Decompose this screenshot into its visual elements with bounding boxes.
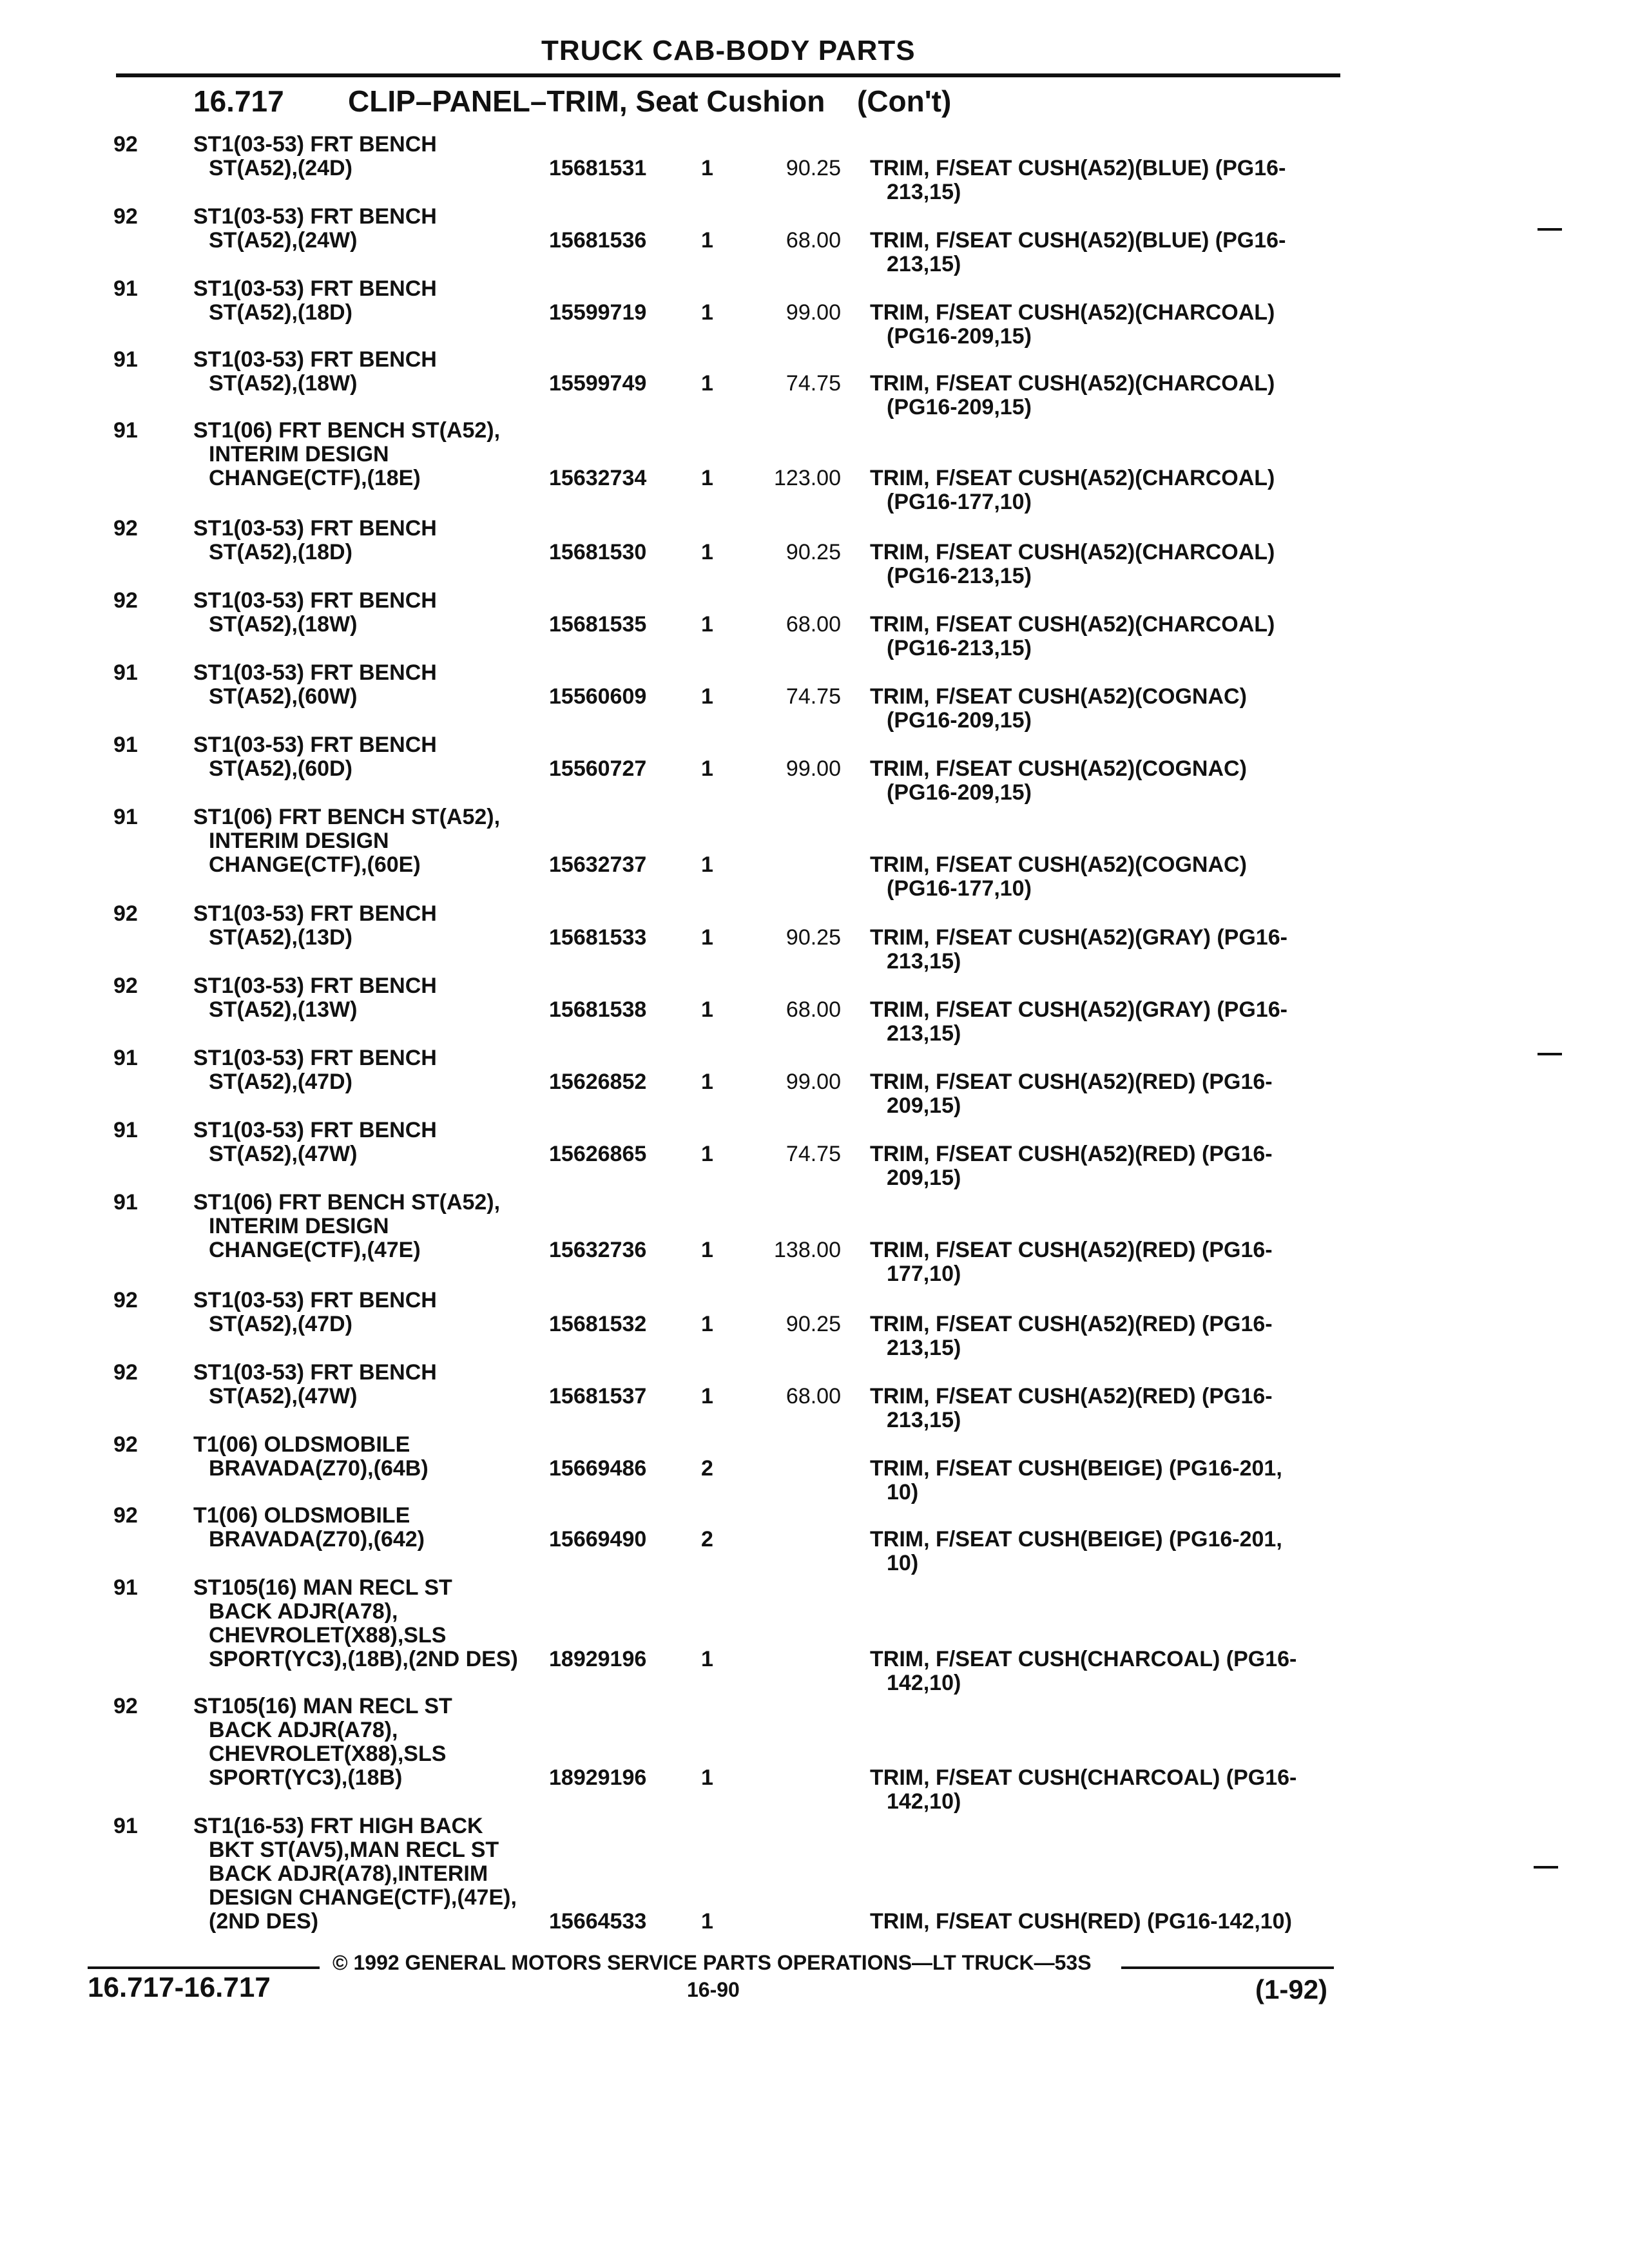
row-quantity: 1	[701, 1909, 713, 1934]
row-remark	[870, 1766, 1296, 1814]
row-code: 92	[113, 1503, 138, 1528]
row-price: 68.00	[786, 1384, 841, 1408]
remark-line: TRIM, F/SEAT CUSH(A52)(RED) (PG16-	[870, 1312, 1273, 1336]
remark-line: (PG16-209,15)	[887, 708, 1032, 733]
description-line: CHANGE(CTF),(47E)	[209, 1238, 421, 1262]
remark-line: (PG16-209,15)	[887, 395, 1032, 419]
row-price: 74.75	[786, 371, 841, 396]
remark-line: TRIM, F/SEAT CUSH(A52)(RED) (PG16-	[870, 1384, 1273, 1408]
description-line: ST(A52),(18W)	[209, 612, 358, 637]
description-line: ST1(03-53) FRT BENCH	[193, 516, 437, 541]
row-description	[193, 517, 437, 564]
row-remark	[870, 1648, 1296, 1695]
description-line: ST1(03-53) FRT BENCH	[193, 1046, 437, 1070]
row-description	[193, 974, 437, 1022]
remark-line: 142,10)	[887, 1671, 961, 1695]
row-remark	[870, 1910, 1292, 1934]
row-quantity: 1	[701, 371, 713, 396]
footer-copyright: © 1992 GENERAL MOTORS SERVICE PARTS OPERATIONS—LT TRUCK—53S	[333, 1951, 1092, 1974]
row-remark	[870, 1457, 1282, 1504]
remark-line: 209,15)	[887, 1093, 961, 1118]
row-price: 99.00	[786, 756, 841, 781]
remark-line: TRIM, F/SEAT CUSH(A52)(RED) (PG16-	[870, 1142, 1273, 1166]
description-line: ST105(16) MAN RECL ST	[193, 1575, 452, 1600]
margin-change-mark	[1537, 1053, 1562, 1055]
description-line: T1(06) OLDSMOBILE	[193, 1432, 410, 1457]
row-code: 92	[113, 132, 138, 157]
row-price: 68.00	[786, 997, 841, 1022]
row-price: 138.00	[774, 1238, 841, 1262]
row-price: 68.00	[786, 228, 841, 253]
row-part-number: 15632737	[549, 852, 647, 877]
row-remark	[870, 998, 1287, 1046]
description-line: ST1(06) FRT BENCH ST(A52),	[193, 1190, 501, 1215]
remark-line: TRIM, F/SEAT CUSH(A52)(CHARCOAL)	[870, 300, 1275, 325]
section-continued: (Con't)	[857, 84, 952, 118]
row-part-number: 18929196	[549, 1647, 647, 1671]
description-line: DESIGN CHANGE(CTF),(47E),	[209, 1885, 517, 1910]
row-part-number: 15681530	[549, 540, 647, 564]
row-quantity: 1	[701, 852, 713, 877]
row-description	[193, 348, 437, 396]
footer-rule-left	[88, 1966, 320, 1969]
description-line: CHANGE(CTF),(18E)	[209, 466, 421, 490]
description-line: ST1(16-53) FRT HIGH BACK	[193, 1814, 483, 1838]
remark-line: (PG16-177,10)	[887, 876, 1032, 901]
remark-line: 10)	[887, 1480, 919, 1504]
row-part-number: 15681535	[549, 612, 647, 637]
row-remark	[870, 1142, 1273, 1190]
description-line: ST105(16) MAN RECL ST	[193, 1694, 452, 1718]
row-code: 91	[113, 1190, 138, 1215]
row-part-number: 15626865	[549, 1142, 647, 1166]
row-quantity: 2	[701, 1527, 713, 1552]
remark-line: TRIM, F/SEAT CUSH(A52)(COGNAC)	[870, 756, 1247, 781]
row-code: 92	[113, 1432, 138, 1457]
row-code: 92	[113, 516, 138, 541]
row-description	[193, 589, 437, 637]
row-part-number: 15681532	[549, 1312, 647, 1336]
remark-line: 142,10)	[887, 1789, 961, 1814]
row-part-number: 15626852	[549, 1070, 647, 1094]
row-quantity: 1	[701, 1384, 713, 1408]
row-quantity: 1	[701, 1647, 713, 1671]
description-line: ST(A52),(13W)	[209, 997, 358, 1022]
row-code: 91	[113, 418, 138, 443]
description-line: ST1(03-53) FRT BENCH	[193, 204, 437, 229]
row-price: 90.25	[786, 156, 841, 180]
row-remark	[870, 926, 1287, 974]
description-line: INTERIM DESIGN	[209, 442, 389, 466]
row-quantity: 1	[701, 612, 713, 637]
row-description	[193, 1289, 437, 1336]
row-code: 91	[113, 1575, 138, 1600]
row-part-number: 15681538	[549, 997, 647, 1022]
row-quantity: 1	[701, 1238, 713, 1262]
row-remark	[870, 757, 1247, 805]
remark-line: TRIM, F/SEAT CUSH(A52)(RED) (PG16-	[870, 1070, 1273, 1094]
row-code: 91	[113, 347, 138, 372]
row-part-number: 15681531	[549, 156, 647, 180]
description-line: BRAVADA(Z70),(642)	[209, 1527, 425, 1552]
description-line: ST(A52),(24D)	[209, 156, 352, 180]
description-line: ST1(03-53) FRT BENCH	[193, 733, 437, 757]
row-price: 99.00	[786, 1070, 841, 1094]
row-code: 91	[113, 733, 138, 757]
remark-line: TRIM, F/SEAT CUSH(A52)(BLUE) (PG16-	[870, 228, 1286, 253]
row-price: 68.00	[786, 612, 841, 637]
description-line: CHEVROLET(X88),SLS	[209, 1742, 447, 1766]
description-line: CHANGE(CTF),(60E)	[209, 852, 421, 877]
row-remark	[870, 372, 1275, 419]
row-part-number: 15669490	[549, 1527, 647, 1552]
remark-line: TRIM, F/SEAT CUSH(A52)(GRAY) (PG16-	[870, 925, 1287, 950]
description-line: ST(A52),(18W)	[209, 371, 358, 396]
row-part-number: 15599749	[549, 371, 647, 396]
row-part-number: 15669486	[549, 1456, 647, 1481]
section-name: CLIP–PANEL–TRIM, Seat Cushion	[348, 84, 825, 118]
row-part-number: 15681537	[549, 1384, 647, 1408]
remark-line: (PG16-213,15)	[887, 636, 1032, 660]
row-remark	[870, 685, 1247, 733]
row-remark	[870, 229, 1286, 276]
row-quantity: 1	[701, 466, 713, 490]
description-line: SPORT(YC3),(18B),(2ND DES)	[209, 1647, 518, 1671]
description-line: ST(A52),(13D)	[209, 925, 352, 950]
description-line: INTERIM DESIGN	[209, 1214, 389, 1238]
description-line: ST1(06) FRT BENCH ST(A52),	[193, 418, 501, 443]
row-description	[193, 1504, 425, 1552]
row-code: 92	[113, 1360, 138, 1385]
row-code: 92	[113, 204, 138, 229]
row-quantity: 1	[701, 684, 713, 709]
row-remark	[870, 1070, 1273, 1118]
row-code: 92	[113, 901, 138, 926]
footer-rule-right	[1121, 1966, 1334, 1969]
row-description	[193, 1695, 452, 1790]
description-line: ST(A52),(47D)	[209, 1070, 352, 1094]
section-number: 16.717	[193, 84, 284, 118]
remark-line: 209,15)	[887, 1166, 961, 1190]
row-description	[193, 1191, 500, 1262]
row-code: 92	[113, 974, 138, 998]
row-part-number: 15681536	[549, 228, 647, 253]
description-line: ST(A52),(47W)	[209, 1384, 358, 1408]
description-line: ST1(06) FRT BENCH ST(A52),	[193, 805, 501, 829]
remark-line: 213,15)	[887, 1021, 961, 1046]
description-line: BACK ADJR(A78),	[209, 1599, 398, 1624]
description-line: INTERIM DESIGN	[209, 829, 389, 853]
row-description	[193, 1046, 437, 1094]
remark-line: TRIM, F/SEAT CUSH(A52)(COGNAC)	[870, 852, 1247, 877]
remark-line: (PG16-209,15)	[887, 324, 1032, 349]
row-quantity: 1	[701, 756, 713, 781]
remark-line: TRIM, F/SEAT CUSH(A52)(RED) (PG16-	[870, 1238, 1273, 1262]
row-remark	[870, 613, 1275, 660]
row-description	[193, 133, 437, 180]
description-line: BKT ST(AV5),MAN RECL ST	[209, 1838, 499, 1862]
row-price: 99.00	[786, 300, 841, 325]
remark-line: TRIM, F/SEAT CUSH(A52)(BLUE) (PG16-	[870, 156, 1286, 180]
row-part-number: 18929196	[549, 1765, 647, 1790]
remark-line: TRIM, F/SEAT CUSH(CHARCOAL) (PG16-	[870, 1765, 1297, 1790]
row-price: 123.00	[774, 466, 841, 490]
row-description	[193, 902, 437, 950]
remark-line: TRIM, F/SEAT CUSH(BEIGE) (PG16-201,	[870, 1527, 1282, 1552]
row-quantity: 2	[701, 1456, 713, 1481]
row-code: 92	[113, 588, 138, 613]
row-price: 90.25	[786, 1312, 841, 1336]
remark-line: TRIM, F/SEAT CUSH(RED) (PG16-142,10)	[870, 1909, 1292, 1934]
remark-line: TRIM, F/SEAT CUSH(BEIGE) (PG16-201,	[870, 1456, 1282, 1481]
page-header-title: TRUCK CAB-BODY PARTS	[541, 35, 916, 66]
row-quantity: 1	[701, 925, 713, 950]
row-part-number: 15681533	[549, 925, 647, 950]
row-code: 91	[113, 660, 138, 685]
description-line: ST1(03-53) FRT BENCH	[193, 588, 437, 613]
row-code: 91	[113, 276, 138, 301]
remark-line: 213,15)	[887, 1408, 961, 1432]
description-line: T1(06) OLDSMOBILE	[193, 1503, 410, 1528]
row-quantity: 1	[701, 1312, 713, 1336]
description-line: ST(A52),(60W)	[209, 684, 358, 709]
row-code: 92	[113, 1694, 138, 1718]
row-description	[193, 419, 500, 490]
row-quantity: 1	[701, 1070, 713, 1094]
remark-line: TRIM, F/SEAT CUSH(A52)(COGNAC)	[870, 684, 1247, 709]
remark-line: TRIM, F/SEAT CUSH(A52)(CHARCOAL)	[870, 371, 1275, 396]
row-description	[193, 733, 437, 781]
row-description	[193, 1433, 429, 1481]
section-heading	[193, 84, 951, 119]
row-description	[193, 1814, 517, 1934]
description-line: ST(A52),(18D)	[209, 300, 352, 325]
remark-line: 213,15)	[887, 949, 961, 974]
row-description	[193, 661, 437, 709]
row-price: 90.25	[786, 925, 841, 950]
margin-change-mark	[1534, 1866, 1558, 1869]
description-line: ST(A52),(47W)	[209, 1142, 358, 1166]
row-price: 74.75	[786, 1142, 841, 1166]
row-remark	[870, 541, 1275, 588]
description-line: ST1(03-53) FRT BENCH	[193, 660, 437, 685]
remark-line: TRIM, F/SEAT CUSH(A52)(GRAY) (PG16-	[870, 997, 1287, 1022]
row-part-number: 15560727	[549, 756, 647, 781]
description-line: ST1(03-53) FRT BENCH	[193, 347, 437, 372]
description-line: ST(A52),(47D)	[209, 1312, 352, 1336]
row-remark	[870, 853, 1247, 901]
header-rule	[116, 73, 1340, 77]
row-quantity: 1	[701, 156, 713, 180]
row-description	[193, 1576, 518, 1671]
margin-change-mark	[1537, 228, 1562, 231]
description-line: ST1(03-53) FRT BENCH	[193, 974, 437, 998]
row-description	[193, 1119, 437, 1166]
row-code: 91	[113, 1814, 138, 1838]
row-remark	[870, 1312, 1273, 1360]
description-line: (2ND DES)	[209, 1909, 319, 1934]
row-remark	[870, 1528, 1282, 1575]
row-remark	[870, 1385, 1273, 1432]
row-part-number: 15632736	[549, 1238, 647, 1262]
footer-page-number: 16-90	[687, 1978, 740, 2001]
remark-line: TRIM, F/SEAT CUSH(A52)(CHARCOAL)	[870, 466, 1275, 490]
row-quantity: 1	[701, 1142, 713, 1166]
row-quantity: 1	[701, 997, 713, 1022]
remark-line: 177,10)	[887, 1262, 961, 1286]
remark-line: 213,15)	[887, 1336, 961, 1360]
remark-line: TRIM, F/SEAT CUSH(A52)(CHARCOAL)	[870, 540, 1275, 564]
description-line: BACK ADJR(A78),	[209, 1718, 398, 1742]
remark-line: (PG16-177,10)	[887, 490, 1032, 514]
row-description	[193, 805, 500, 877]
description-line: ST1(03-53) FRT BENCH	[193, 901, 437, 926]
remark-line: (PG16-213,15)	[887, 564, 1032, 588]
row-part-number: 15560609	[549, 684, 647, 709]
description-line: ST(A52),(18D)	[209, 540, 352, 564]
description-line: ST1(03-53) FRT BENCH	[193, 132, 437, 157]
row-quantity: 1	[701, 1765, 713, 1790]
row-part-number: 15664533	[549, 1909, 647, 1934]
row-price: 90.25	[786, 540, 841, 564]
description-line: ST1(03-53) FRT BENCH	[193, 276, 437, 301]
remark-line: 10)	[887, 1551, 919, 1575]
description-line: ST1(03-53) FRT BENCH	[193, 1288, 437, 1312]
footer-date: (1-92)	[1255, 1974, 1328, 2004]
row-description	[193, 277, 437, 325]
row-remark	[870, 466, 1275, 514]
remark-line: 213,15)	[887, 252, 961, 276]
description-line: SPORT(YC3),(18B)	[209, 1765, 403, 1790]
remark-line: (PG16-209,15)	[887, 780, 1032, 805]
description-line: BRAVADA(Z70),(64B)	[209, 1456, 429, 1481]
remark-line: TRIM, F/SEAT CUSH(CHARCOAL) (PG16-	[870, 1647, 1297, 1671]
remark-line: TRIM, F/SEAT CUSH(A52)(CHARCOAL)	[870, 612, 1275, 637]
description-line: ST(A52),(60D)	[209, 756, 352, 781]
description-line: ST1(03-53) FRT BENCH	[193, 1118, 437, 1142]
row-remark	[870, 157, 1286, 204]
row-quantity: 1	[701, 228, 713, 253]
row-remark	[870, 301, 1275, 349]
remark-line: 213,15)	[887, 180, 961, 204]
row-code: 92	[113, 1288, 138, 1312]
description-line: BACK ADJR(A78),INTERIM	[209, 1861, 488, 1886]
description-line: ST(A52),(24W)	[209, 228, 358, 253]
description-line: ST1(03-53) FRT BENCH	[193, 1360, 437, 1385]
row-code: 91	[113, 1046, 138, 1070]
description-line: CHEVROLET(X88),SLS	[209, 1623, 447, 1648]
row-quantity: 1	[701, 300, 713, 325]
row-price: 74.75	[786, 684, 841, 709]
row-part-number: 15632734	[549, 466, 647, 490]
row-part-number: 15599719	[549, 300, 647, 325]
row-remark	[870, 1238, 1273, 1286]
footer-range: 16.717-16.717	[88, 1972, 271, 2003]
row-code: 91	[113, 805, 138, 829]
row-description	[193, 1361, 437, 1408]
row-quantity: 1	[701, 540, 713, 564]
row-code: 91	[113, 1118, 138, 1142]
row-description	[193, 205, 437, 253]
